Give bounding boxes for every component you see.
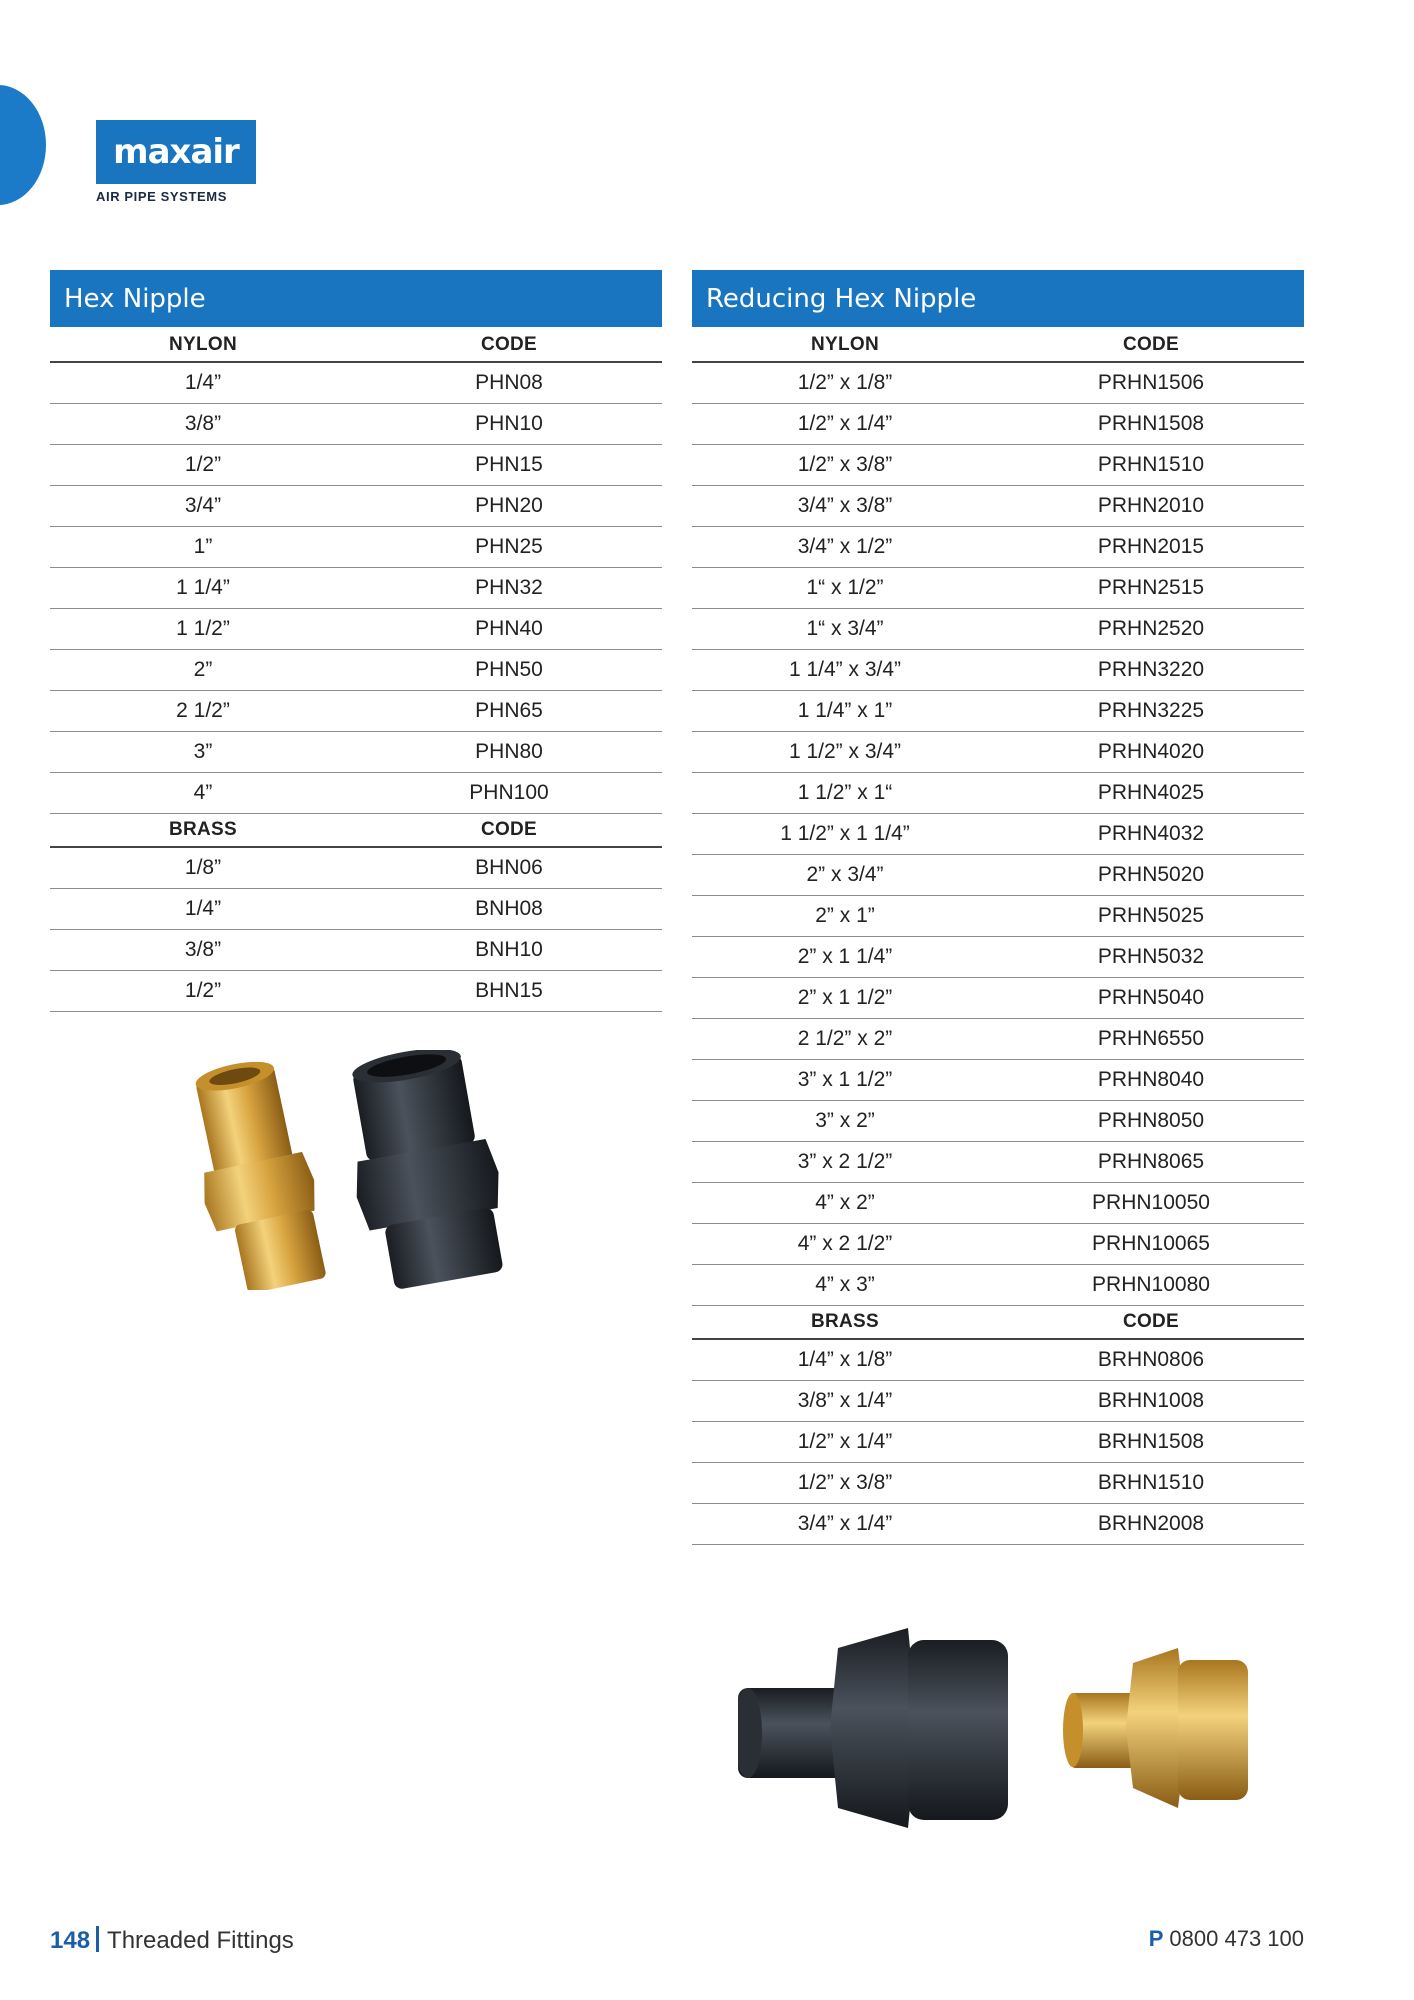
table-row: [50, 650, 662, 691]
table-row: [692, 404, 1304, 445]
column-header-nylon: NYLON: [169, 334, 237, 355]
code-cell: PRHN2520: [1097, 617, 1205, 640]
size-cell: 3/8” x 1/4”: [797, 1389, 893, 1412]
size-cell: 1”: [193, 535, 213, 558]
column-header-code: CODE: [1122, 1311, 1180, 1332]
code-cell: PRHN4020: [1097, 740, 1205, 763]
size-cell: 2” x 1 1/2”: [797, 986, 893, 1009]
reducing-hex-nipple-table: [692, 270, 1304, 1545]
table-row: [50, 445, 662, 486]
code-cell: PRHN2015: [1097, 535, 1205, 558]
table-row: [50, 486, 662, 527]
table-row: [50, 404, 662, 445]
size-cell: 4” x 2”: [815, 1191, 875, 1214]
size-cell: 1 1/4” x 1”: [797, 699, 893, 722]
table-row: [692, 1504, 1304, 1545]
code-cell: PRHN2515: [1097, 576, 1205, 599]
column-header-brass: BRASS: [810, 1311, 879, 1332]
size-cell: 1 1/4”: [176, 576, 230, 599]
table-row: [692, 527, 1304, 568]
table-row: [50, 848, 662, 889]
code-cell: PHN80: [475, 740, 543, 763]
phone-number: 0800 473 100: [1169, 1926, 1304, 1951]
hex-nipple-brass-rows: [50, 848, 662, 1012]
size-cell: 1 1/2” x 3/4”: [788, 740, 902, 763]
logo-tagline: AIR PIPE SYSTEMS: [96, 189, 227, 204]
table-row: [692, 978, 1304, 1019]
table-row: [692, 814, 1304, 855]
table-row: [692, 1019, 1304, 1060]
reducing-hex-nipple-title: Reducing Hex Nipple: [692, 270, 1304, 327]
reducing-hex-nipple-product-photo: [738, 1618, 1268, 1843]
column-header-brass: BRASS: [168, 819, 237, 840]
size-cell: 2” x 3/4”: [806, 863, 884, 886]
size-cell: 4”: [193, 781, 213, 804]
code-cell: PRHN1508: [1097, 412, 1205, 435]
page-tab-marker: [0, 85, 46, 205]
size-cell: 2” x 1 1/4”: [797, 945, 893, 968]
table-row: [50, 889, 662, 930]
page-footer-right: [1149, 1926, 1304, 1952]
code-cell: PRHN5032: [1097, 945, 1205, 968]
size-cell: 1/2” x 3/8”: [797, 453, 893, 476]
table-row: [50, 930, 662, 971]
code-cell: PRHN8040: [1097, 1068, 1205, 1091]
hex-nipple-title: Hex Nipple: [50, 270, 662, 327]
size-cell: 2 1/2” x 2”: [797, 1027, 893, 1050]
code-cell: BNH10: [475, 938, 543, 961]
table-row: [692, 732, 1304, 773]
code-cell: PHN10: [475, 412, 543, 435]
code-cell: PRHN6550: [1097, 1027, 1205, 1050]
size-cell: 3/4” x 1/2”: [797, 535, 893, 558]
column-header-code: CODE: [480, 819, 538, 840]
code-cell: BRHN2008: [1097, 1512, 1205, 1535]
code-cell: PRHN3225: [1097, 699, 1205, 722]
table-row: [692, 1340, 1304, 1381]
table-row: [50, 773, 662, 814]
size-cell: 2” x 1”: [815, 904, 875, 927]
table-row: [692, 773, 1304, 814]
table-row: [692, 691, 1304, 732]
size-cell: 3/4” x 1/4”: [797, 1512, 893, 1535]
hex-nipple-nylon-rows: [50, 363, 662, 814]
size-cell: 3/8”: [184, 412, 222, 435]
hex-nipple-nylon-header-row: [50, 327, 662, 363]
column-header-nylon: NYLON: [811, 334, 879, 355]
code-cell: PHN08: [475, 371, 543, 394]
size-cell: 1/2” x 1/8”: [797, 371, 893, 394]
size-cell: 2 1/2”: [176, 699, 230, 722]
size-cell: 1/4”: [184, 371, 222, 394]
size-cell: 1/2”: [184, 979, 222, 1002]
table-row: [692, 1142, 1304, 1183]
reducing-nylon-header-row: [692, 327, 1304, 363]
table-row: [692, 650, 1304, 691]
code-cell: BHN15: [475, 979, 543, 1002]
page-footer-left: [50, 1926, 294, 1955]
size-cell: 1 1/4” x 3/4”: [788, 658, 902, 681]
table-row: [692, 1101, 1304, 1142]
table-row: [50, 691, 662, 732]
code-cell: BNH08: [475, 897, 543, 920]
size-cell: 3/4” x 3/8”: [797, 494, 893, 517]
table-row: [692, 1060, 1304, 1101]
logo-wordmark: maxair: [96, 120, 256, 184]
table-row: [692, 855, 1304, 896]
table-row: [692, 1224, 1304, 1265]
footer-divider: [96, 1926, 99, 1952]
code-cell: PHN25: [475, 535, 543, 558]
size-cell: 1 1/2” x 1“: [797, 781, 893, 804]
reducing-nylon-rows: [692, 363, 1304, 1306]
code-cell: PHN100: [469, 781, 549, 804]
size-cell: 1“ x 1/2”: [806, 576, 884, 599]
code-cell: PRHN4032: [1097, 822, 1205, 845]
table-row: [692, 486, 1304, 527]
code-cell: PRHN5025: [1097, 904, 1205, 927]
size-cell: 1/2” x 1/4”: [797, 1430, 893, 1453]
size-cell: 1/2” x 1/4”: [797, 412, 893, 435]
code-cell: BRHN1508: [1097, 1430, 1205, 1453]
size-cell: 3” x 2 1/2”: [797, 1150, 893, 1173]
table-row: [692, 363, 1304, 404]
size-cell: 1/4”: [184, 897, 222, 920]
size-cell: 4” x 3”: [815, 1273, 875, 1296]
table-row: [50, 609, 662, 650]
code-cell: BRHN0806: [1097, 1348, 1205, 1371]
size-cell: 4” x 2 1/2”: [797, 1232, 893, 1255]
size-cell: 2”: [193, 658, 213, 681]
table-row: [692, 1265, 1304, 1306]
code-cell: PHN50: [475, 658, 543, 681]
table-row: [50, 971, 662, 1012]
size-cell: 1/2”: [184, 453, 222, 476]
size-cell: 3” x 1 1/2”: [797, 1068, 893, 1091]
code-cell: PRHN5020: [1097, 863, 1205, 886]
table-row: [50, 732, 662, 773]
code-cell: BRHN1510: [1097, 1471, 1205, 1494]
table-row: [50, 527, 662, 568]
hex-nipple-table: [50, 270, 662, 1012]
code-cell: PRHN10065: [1092, 1232, 1210, 1255]
code-cell: PRHN5040: [1097, 986, 1205, 1009]
hex-nipple-product-photo: [185, 1050, 525, 1295]
column-header-code: CODE: [1122, 334, 1180, 355]
table-row: [692, 445, 1304, 486]
code-cell: PHN32: [475, 576, 543, 599]
code-cell: PRHN8050: [1097, 1109, 1205, 1132]
table-row: [692, 1381, 1304, 1422]
code-cell: PRHN8065: [1097, 1150, 1205, 1173]
code-cell: PHN40: [475, 617, 543, 640]
code-cell: PRHN10050: [1092, 1191, 1210, 1214]
size-cell: 1/8”: [184, 856, 222, 879]
code-cell: PRHN2010: [1097, 494, 1205, 517]
column-header-code: CODE: [480, 334, 538, 355]
hex-nipple-brass-header-row: [50, 814, 662, 848]
size-cell: 1 1/2”: [176, 617, 230, 640]
table-row: [692, 937, 1304, 978]
size-cell: 1/2” x 3/8”: [797, 1471, 893, 1494]
size-cell: 1/4” x 1/8”: [797, 1348, 893, 1371]
code-cell: PHN15: [475, 453, 543, 476]
table-row: [692, 1183, 1304, 1224]
table-row: [50, 568, 662, 609]
size-cell: 3/4”: [184, 494, 222, 517]
table-row: [692, 609, 1304, 650]
table-row: [692, 1422, 1304, 1463]
page-number: 148: [50, 1927, 91, 1954]
code-cell: PHN20: [475, 494, 543, 517]
code-cell: PRHN4025: [1097, 781, 1205, 804]
table-row: [692, 1463, 1304, 1504]
table-row: [692, 896, 1304, 937]
code-cell: BHN06: [475, 856, 543, 879]
reducing-brass-header-row: [692, 1306, 1304, 1340]
table-row: [692, 568, 1304, 609]
code-cell: BRHN1008: [1097, 1389, 1205, 1412]
size-cell: 1“ x 3/4”: [806, 617, 884, 640]
code-cell: PRHN1510: [1097, 453, 1205, 476]
reducing-brass-rows: [692, 1340, 1304, 1545]
size-cell: 3” x 2”: [815, 1109, 875, 1132]
size-cell: 1 1/2” x 1 1/4”: [780, 822, 910, 845]
size-cell: 3/8”: [184, 938, 222, 961]
maxair-logo: [96, 120, 256, 204]
table-row: [50, 363, 662, 404]
code-cell: PHN65: [475, 699, 543, 722]
code-cell: PRHN1506: [1097, 371, 1205, 394]
code-cell: PRHN10080: [1092, 1273, 1210, 1296]
phone-prefix: P: [1148, 1926, 1164, 1951]
size-cell: 3”: [193, 740, 213, 763]
code-cell: PRHN3220: [1097, 658, 1205, 681]
section-name: Threaded Fittings: [107, 1927, 294, 1954]
